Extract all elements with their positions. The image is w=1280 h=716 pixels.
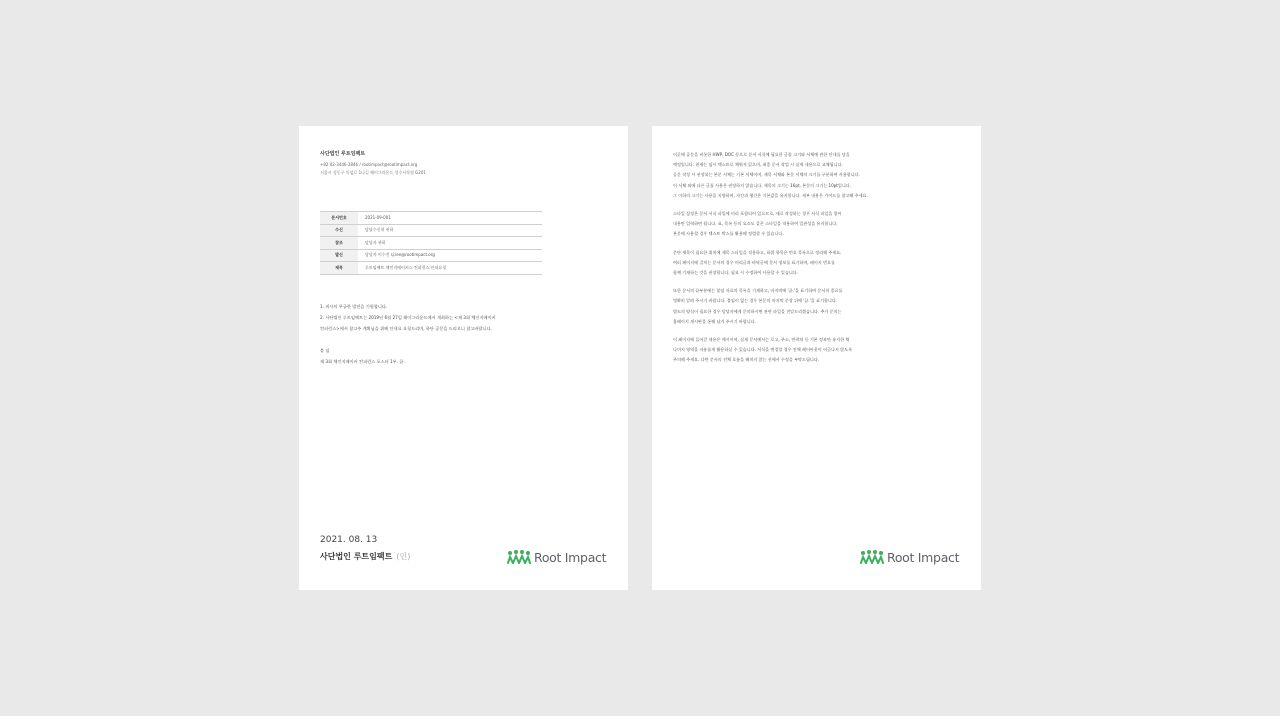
meta-value: 담당자 이수진 sj.lee@rootimpact.org: [358, 249, 542, 262]
document-body: [320, 301, 496, 334]
root-impact-logo: [860, 549, 959, 565]
text-line: 그 이하의 크기는 사용을 지양하며, 자간과 행간은 기본값을 유지합니다. 세부 내용은 가이드를 참고해 주세요.: [673, 192, 868, 198]
meta-value: 담당자 귀하: [358, 237, 542, 250]
meta-key: 제목: [320, 262, 358, 275]
paragraph: [673, 248, 893, 279]
text-line: 여러 페이지에 걸치는 문서의 경우 머리글과 바닥글에 문서 정보를 표기하며, 페이지 번호를: [673, 259, 835, 265]
paragraph: [673, 335, 893, 366]
meta-key: 발신: [320, 249, 358, 262]
meta-row: [320, 249, 542, 262]
attachment-label: 붙 임: [320, 348, 330, 353]
root-impact-people-icon: [507, 550, 531, 564]
sender-contact: [320, 161, 426, 177]
meta-value: 담당수신처 귀하: [358, 224, 542, 237]
meta-row: [320, 212, 542, 225]
signer-name: 사단법인 루트임팩트: [320, 552, 393, 561]
signer: [320, 551, 410, 562]
meta-row: [320, 262, 542, 275]
logo-wordmark: Root Impact: [534, 549, 607, 565]
text-line: 이곳에 공문을 비롯한 HWP, DOC 등으로 문서 서식에 필요한 글꼴 크기와 서체에 관한 안내를 담을: [673, 152, 850, 157]
paragraph: [673, 286, 893, 327]
seal-mark: (인): [396, 552, 411, 561]
document-meta-table: [320, 211, 542, 275]
body-line: 1. 귀사의 무궁한 발전을 기원합니다.: [320, 304, 388, 309]
paragraph: [673, 209, 893, 240]
meta-value: 루트임팩트 체인지메이커스 컨퍼런스 안내요청: [358, 262, 542, 275]
sender-org-name: 사단법인 루트임팩트: [320, 151, 366, 157]
document-page-2: [652, 126, 981, 590]
text-line: 명확히 알려 주시기 바랍니다. 붙임이 없는 경우 본문의 마지막 문장 뒤에 '끝.'을 표기합니다.: [673, 298, 838, 304]
logo-wordmark: Root Impact: [887, 549, 960, 565]
document-page-1: [299, 126, 628, 590]
meta-row: [320, 224, 542, 237]
text-line: 스타일 설정은 문서 서식 파일에 미리 포함되어 있으므로, 새로 작성하는 경우 서식 파일을 열어: [673, 211, 842, 217]
attachment-item: 제 3회 체인지메이커 컨퍼런스 포스터 1부. 끝.: [320, 359, 405, 364]
text-line: 문단 제목이 필요한 위치에 제목 스타일을 적용하고, 하위 항목은 번호 목록으로 정리해 주세요.: [673, 249, 842, 255]
meta-value: 2021-09-001: [358, 212, 542, 225]
text-line: 별도의 양식이 필요한 경우 담당자에게 문의하시면 관련 파일을 전달드리겠습니다. 추가 문의는: [673, 308, 842, 314]
contact-phone-email: +82 02-3446-2846 / rootimpact@rootimpact.org: [320, 162, 418, 167]
paragraph: [673, 150, 893, 201]
root-impact-logo: [507, 549, 606, 565]
text-line: 주의해 주세요. 다만 문서의 전체 흐름을 해치지 않는 선에서 수정을 부탁드립니다.: [673, 357, 820, 363]
text-line: 내용만 입력하면 됩니다. 표, 목록 등의 요소도 같은 스타일을 적용하여 일관성을 유지합니다.: [673, 221, 838, 227]
text-line: 또한 문서의 끝부분에는 붙임 자료의 목록을 기재하고, 마지막에 '끝.'을 표기하여 문서의 종료를: [673, 288, 843, 294]
text-line: 나머지 영역을 자유롭게 활용하실 수 있습니다. 서식을 변경할 경우 전체 레이아웃이 어긋나지 않도록: [673, 347, 853, 353]
text-line: 본문에 사용할 경우 텍스트 박스를 활용해 정렬할 수 있습니다.: [673, 231, 784, 237]
text-line: 이 페이지에 들어갈 내용은 예시이며, 실제 문서에서는 로고, 주소, 연락처 등 기본 정보만 유지한 채: [673, 337, 850, 343]
guide-text: [673, 150, 893, 374]
text-line: 예정입니다. 현재는 임시 텍스트로 채워져 있으며, 최종 문서 작업 시 실제 내용으로 교체됩니다.: [673, 162, 843, 168]
contact-address: 서울시 성동구 뚝섬로 1나길 헤이그라운드 성수시작점 G201: [320, 170, 426, 175]
text-line: 공문 작성 시 권장되는 본문 서체는 기본 서체이며, 제목 서체와 본문 서체의 크기를 구분하여 사용합니다.: [673, 172, 860, 178]
body-line: 컨퍼런스>에서 참고주 계획님을 위해 안내요 요청드리며, 하단 공문을 드리오니 참고바랍니다.: [320, 326, 492, 331]
document-date: 2021. 08. 13: [320, 535, 378, 545]
meta-key: 문서번호: [320, 212, 358, 225]
meta-row: [320, 237, 542, 250]
text-line: 이 서체 외에 다른 글꼴 사용은 권장하지 않습니다. 제목의 크기는 16pt, 본문의 크기는 10pt입니다.: [673, 182, 852, 188]
text-line: 홈페이지 게시판을 통해 남겨 주시기 바랍니다.: [673, 318, 756, 324]
text-line: 함께 기재하는 것을 권장합니다. 필요 시 수정하여 사용할 수 있습니다.: [673, 270, 799, 276]
meta-key: 참조: [320, 237, 358, 250]
attachment-section: [320, 345, 405, 367]
meta-key: 수신: [320, 224, 358, 237]
body-line: 2. 사단법인 루트임팩트는 2019년 6월 27일 헤이그라운드에서 개최하는 <제 3회 체인지메이커: [320, 315, 496, 320]
root-impact-people-icon: [860, 550, 884, 564]
